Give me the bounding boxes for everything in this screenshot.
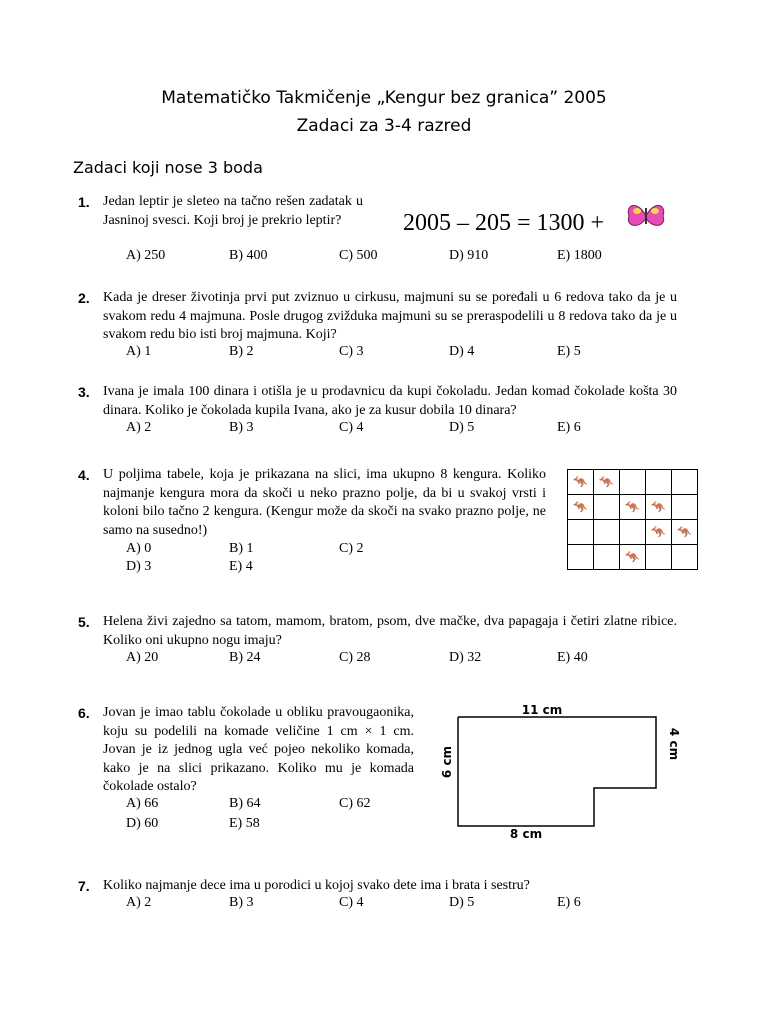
grid-row: [568, 545, 698, 570]
label-top: 11 cm: [521, 703, 563, 717]
grid-cell: [620, 495, 646, 520]
option-c[interactable]: C) 62: [339, 796, 371, 811]
label-right: 4 cm: [667, 727, 681, 761]
grid-cell: [620, 545, 646, 570]
question-number: 2.: [78, 290, 90, 306]
grid-row: [568, 520, 698, 545]
option-a[interactable]: A) 1: [126, 344, 152, 359]
grid-cell: [672, 545, 698, 570]
kangaroo-icon: 🦘: [625, 550, 640, 564]
grid-cell: [672, 495, 698, 520]
grid-cell: [568, 495, 594, 520]
option-c[interactable]: C) 4: [339, 420, 364, 435]
grid-cell: [594, 495, 620, 520]
option-e[interactable]: E) 40: [557, 650, 588, 665]
butterfly-icon: [623, 198, 669, 234]
question-text: Kada je dreser životinja prvi put zviznuo u cirkusu, majmuni su se poređali u 6 redova tako da je u svakom redu 4 majmuna. Posle drugog zvižduka majmuni su se preraspodelili u 8 redova tako da je u svakom redu bio isti broj majmuna. Koji?: [103, 290, 677, 342]
option-c[interactable]: C) 500: [339, 248, 378, 263]
option-e[interactable]: E) 58: [229, 816, 260, 831]
option-c[interactable]: C) 3: [339, 344, 364, 359]
option-c[interactable]: C) 2: [339, 541, 364, 556]
option-d[interactable]: D) 60: [126, 816, 159, 831]
option-b[interactable]: B) 64: [229, 796, 261, 811]
grid-cell: [646, 470, 672, 495]
question-text: U poljima tabele, koja je prikazana na slici, ima ukupno 8 kengura. Koliko najmanje kengura mora da skoči u neko prazno polje, da bi u svakoj vrsti i koloni bilo tačno 2 kengura. (Kengur može da skoči na svako prazno polje, ne samo na susedno!): [103, 467, 546, 538]
grid-cell: [646, 495, 672, 520]
equation: 2005 – 205 = 1300 +: [403, 210, 605, 236]
option-a[interactable]: A) 250: [126, 248, 166, 263]
kangaroo-icon: 🦘: [599, 475, 614, 489]
page-subtitle: Zadaci za 3-4 razred: [296, 116, 472, 136]
kangaroo-icon: 🦘: [573, 500, 588, 514]
chocolate-figure: [436, 700, 686, 845]
option-b[interactable]: B) 1: [229, 541, 254, 556]
question-text: Jedan leptir je sleteo na tačno rešen zadatak u Jasninoj svesci. Koji broj je prekrio leptir?: [103, 194, 363, 228]
option-e[interactable]: E) 6: [557, 895, 581, 910]
question-number: 4.: [78, 467, 90, 483]
option-a[interactable]: A) 2: [126, 895, 152, 910]
grid-cell: [594, 545, 620, 570]
grid-cell: [568, 520, 594, 545]
question-text: Ivana je imala 100 dinara i otišla je u prodavnicu da kupi čokoladu. Jedan komad čokolade košta 30 dinara. Koliko je čokolada kupila Ivana, ako je za kusur dobila 10 dinara?: [103, 384, 677, 418]
question-text: Jovan je imao tablu čokolade u obliku pravougaonika, koju su podelili na komade veličine 1 cm × 1 cm. Jovan je iz jednog ugla već pojeo nekoliko komada, kako je na slici prikazano. Koliko mu je komada čokolade ostalo?: [103, 705, 414, 794]
label-bottom: 8 cm: [509, 827, 543, 841]
kangaroo-grid: [567, 469, 698, 570]
grid-cell: [672, 470, 698, 495]
question-text: Helena živi zajedno sa tatom, mamom, bratom, psom, dve mačke, dva papagaja i četiri zlatne ribice. Koliko oni ukupno nogu imaju?: [103, 614, 677, 648]
grid-cell: [646, 545, 672, 570]
grid-cell: [568, 470, 594, 495]
grid-cell: [646, 520, 672, 545]
question-text: Koliko najmanje dece ima u porodici u kojoj svako dete ima i brata i sestru?: [103, 878, 530, 893]
grid-cell: [672, 520, 698, 545]
option-d[interactable]: D) 3: [126, 559, 152, 574]
question-number: 1.: [78, 194, 90, 210]
option-b[interactable]: B) 24: [229, 650, 261, 665]
question-number: 7.: [78, 878, 90, 894]
option-a[interactable]: A) 20: [126, 650, 159, 665]
option-e[interactable]: E) 5: [557, 344, 581, 359]
option-b[interactable]: B) 400: [229, 248, 268, 263]
label-left: 6 cm: [440, 745, 454, 779]
option-b[interactable]: B) 3: [229, 895, 254, 910]
option-b[interactable]: B) 2: [229, 344, 254, 359]
grid-cell: [594, 520, 620, 545]
section-title: Zadaci koji nose 3 boda: [73, 158, 263, 177]
grid-row: [568, 495, 698, 520]
option-a[interactable]: A) 2: [126, 420, 152, 435]
option-e[interactable]: E) 1800: [557, 248, 602, 263]
option-a[interactable]: A) 66: [126, 796, 159, 811]
option-c[interactable]: C) 28: [339, 650, 371, 665]
option-e[interactable]: E) 6: [557, 420, 581, 435]
option-d[interactable]: D) 32: [449, 650, 482, 665]
grid-cell: [620, 470, 646, 495]
question-number: 3.: [78, 384, 90, 400]
option-a[interactable]: A) 0: [126, 541, 152, 556]
question-number: 5.: [78, 614, 90, 630]
grid-cell: [594, 470, 620, 495]
option-d[interactable]: D) 5: [449, 895, 475, 910]
option-d[interactable]: D) 5: [449, 420, 475, 435]
option-d[interactable]: D) 910: [449, 248, 489, 263]
option-b[interactable]: B) 3: [229, 420, 254, 435]
grid-row: [568, 470, 698, 495]
option-c[interactable]: C) 4: [339, 895, 364, 910]
kangaroo-icon: 🦘: [573, 475, 588, 489]
kangaroo-icon: 🦘: [625, 500, 640, 514]
grid-cell: [568, 545, 594, 570]
option-d[interactable]: D) 4: [449, 344, 475, 359]
kangaroo-icon: 🦘: [651, 525, 666, 539]
kangaroo-icon: 🦘: [677, 525, 692, 539]
option-e[interactable]: E) 4: [229, 559, 253, 574]
grid-cell: [620, 520, 646, 545]
page-title: Matematičko Takmičenje „Kengur bez granica” 2005: [161, 88, 607, 108]
kangaroo-icon: 🦘: [651, 500, 666, 514]
question-number: 6.: [78, 705, 90, 721]
